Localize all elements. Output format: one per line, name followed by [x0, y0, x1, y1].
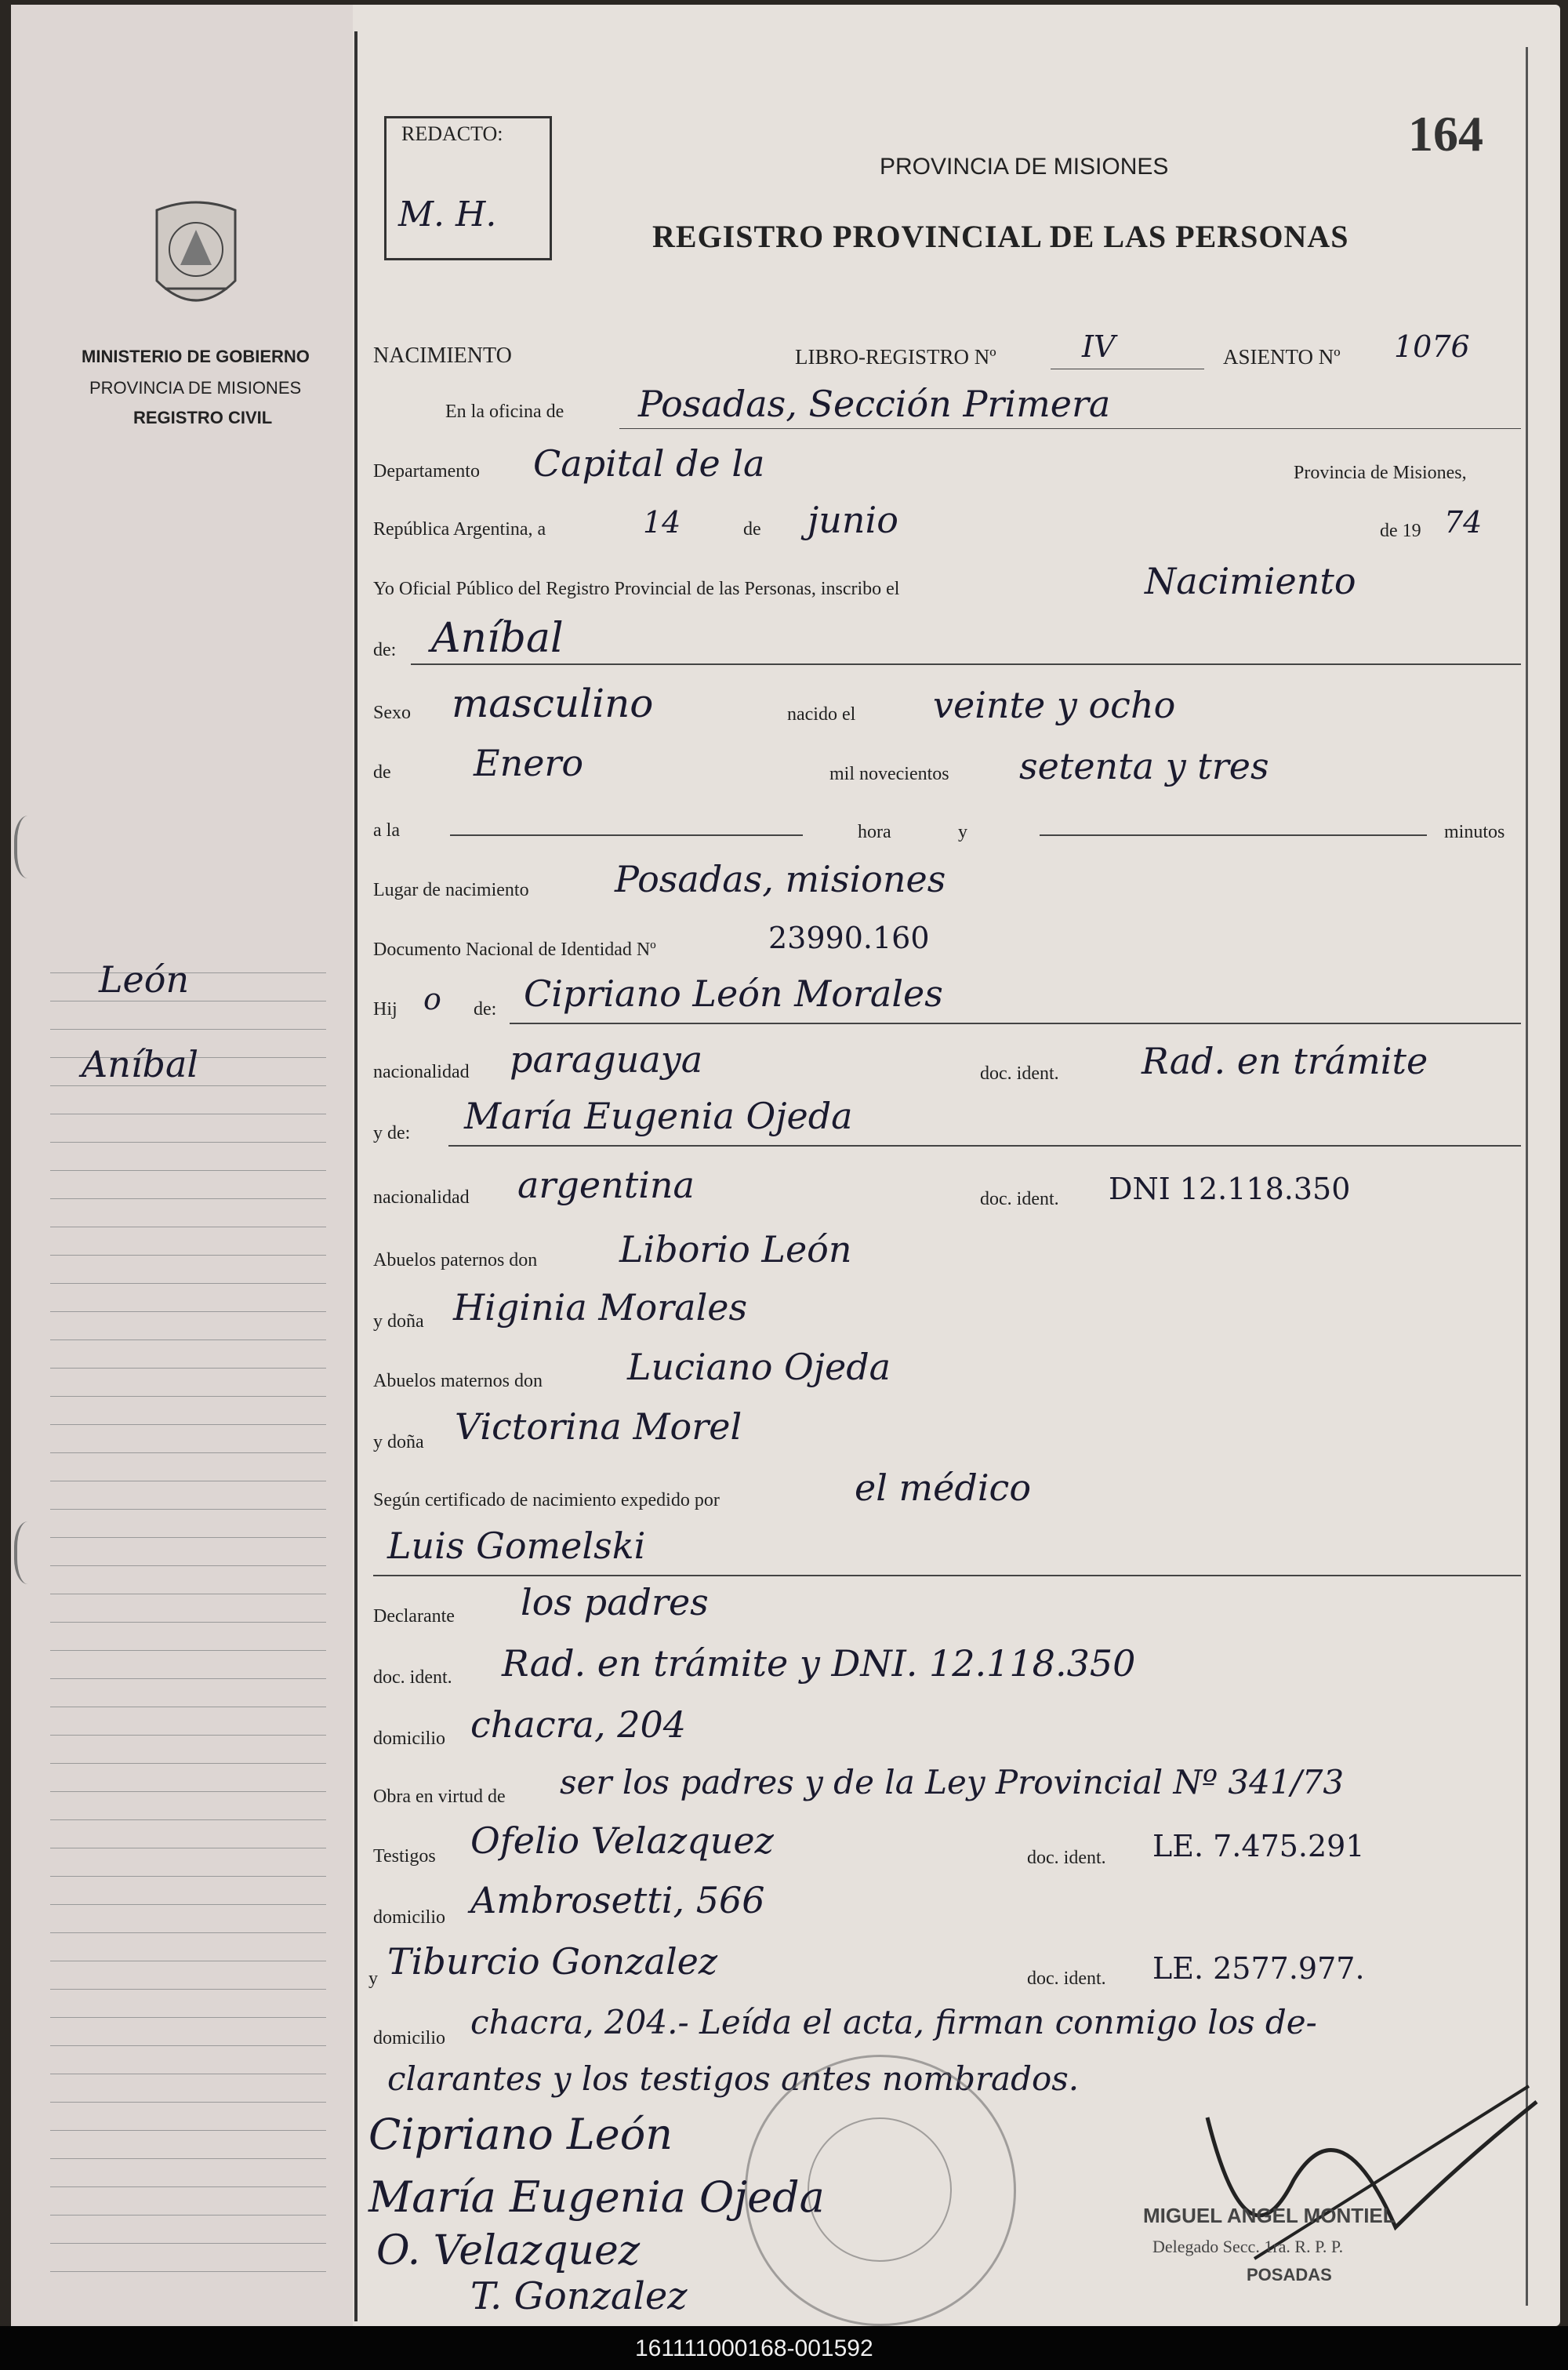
margin-rule-line	[50, 1876, 326, 1877]
margin-rule-line	[50, 2271, 326, 2272]
sidebar-provincia: PROVINCIA DE MISIONES	[89, 378, 302, 398]
margin-rule-line	[50, 1283, 326, 1284]
hijo-label: Hij	[373, 999, 397, 1020]
abp-label: Abuelos paternos don	[373, 1250, 538, 1270]
mil-value: setenta y tres	[1019, 745, 1269, 787]
margin-rule-line	[50, 1170, 326, 1171]
de2-label: de:	[373, 640, 397, 660]
mes-nac-value: Enero	[474, 742, 584, 784]
margin-rule-line	[50, 1509, 326, 1510]
ydona1-label: y doña	[373, 1311, 424, 1332]
republica-label: República Argentina, a	[373, 519, 546, 540]
binding-hole-bottom	[14, 1521, 49, 1584]
official-place: POSADAS	[1247, 2265, 1332, 2285]
official-seal-inner	[808, 2117, 952, 2262]
official-role: Delegado Secc. 1ra. R. P. P.	[1152, 2237, 1344, 2256]
departamento-value: Capital de la	[533, 442, 765, 485]
nac2-label: nacionalidad	[373, 1187, 470, 1208]
margin-rule-line	[50, 1622, 326, 1623]
province-coat-of-arms-icon	[141, 194, 251, 320]
oficina-label: En la oficina de	[445, 402, 564, 422]
anio-value: 74	[1444, 505, 1483, 540]
margin-rule-line	[50, 2017, 326, 2018]
abp-value: Liborio León	[619, 1228, 852, 1270]
docid5-label: doc. ident.	[1027, 1968, 1106, 1989]
docid2-value: DNI 12.118.350	[1109, 1172, 1351, 1206]
docid4-value: LE. 7.475.291	[1152, 1829, 1365, 1863]
sexo-label: Sexo	[373, 703, 411, 723]
dia-value: 14	[643, 505, 681, 540]
oficina-value: Posadas, Sección Primera	[638, 383, 1111, 425]
hijo-de-label: de:	[474, 999, 497, 1020]
minutos-rule	[1040, 834, 1427, 836]
y2-label: y	[368, 1968, 378, 1989]
testigos-label: Testigos	[373, 1846, 436, 1867]
redacto-label: REDACTO:	[401, 122, 503, 145]
margin-rule-line	[50, 1537, 326, 1538]
dom1-label: domicilio	[373, 1728, 445, 1749]
sexo-value: masculino	[452, 681, 654, 726]
redacto-value: M. H.	[398, 194, 497, 234]
padre-value: Cipriano León Morales	[524, 972, 943, 1015]
right-border	[1526, 47, 1528, 2306]
testigo1-value: Ofelio Velazquez	[470, 1819, 774, 1862]
dom1-value: chacra, 204	[470, 1703, 687, 1746]
abm-value: Luciano Ojeda	[627, 1346, 891, 1388]
provincia-label: Provincia de Misiones,	[1294, 463, 1467, 483]
margin-rule-line	[50, 1565, 326, 1566]
margin-rule-line	[50, 1819, 326, 1820]
margin-rule-line	[50, 2243, 326, 2244]
mes-value: junio	[808, 499, 898, 541]
margin-rule-line	[50, 1368, 326, 1369]
nacido-label: nacido el	[787, 704, 856, 725]
margin-rule-line	[50, 1339, 326, 1340]
margin-rule-line	[50, 1085, 326, 1086]
page-number: 164	[1408, 106, 1483, 162]
nombre-rule	[411, 663, 1521, 665]
record-type: NACIMIENTO	[373, 344, 512, 368]
margin-rule-line	[50, 1735, 326, 1736]
margin-rule-line	[50, 2215, 326, 2216]
declarante-label: Declarante	[373, 1606, 455, 1627]
hora-label: hora	[858, 822, 891, 842]
dom2-label: domicilio	[373, 1907, 445, 1928]
official-signature-scribble-icon	[1160, 2070, 1552, 2290]
segun-value: el médico	[855, 1467, 1032, 1509]
obra-value: ser los padres y de la Ley Provincial Nº 341/73	[560, 1763, 1345, 1801]
sidebar-registro-civil: REGISTRO CIVIL	[133, 408, 273, 427]
margin-divider	[354, 31, 358, 2321]
padre-rule	[510, 1023, 1521, 1024]
anio-label: de 19	[1380, 521, 1421, 541]
footer-id: 161111000168-001592	[635, 2335, 873, 2361]
margin-rule-line	[50, 1904, 326, 1905]
nac1-label: nacionalidad	[373, 1062, 470, 1082]
lugar-label: Lugar de nacimiento	[373, 880, 529, 900]
margin-rule-line	[50, 1311, 326, 1312]
margin-rule-line	[50, 1678, 326, 1679]
docid2-label: doc. ident.	[980, 1189, 1059, 1209]
sidebar-surname: León	[99, 958, 190, 1001]
margin-rule-line	[50, 2102, 326, 2103]
ydona1-value: Higinia Morales	[453, 1286, 748, 1329]
margin-rule-line	[50, 1932, 326, 1933]
hora-rule	[450, 834, 803, 836]
docid1-value: Rad. en trámite	[1142, 1040, 1428, 1082]
hijo-suffix: o	[423, 982, 441, 1016]
obra-label: Obra en virtud de	[373, 1787, 506, 1807]
margin-rule-line	[50, 1142, 326, 1143]
asiento-value: 1076	[1394, 329, 1470, 364]
de3-label: de	[373, 762, 391, 783]
margin-rule-line	[50, 2130, 326, 2131]
docid3-value: Rad. en trámite y DNI. 12.118.350	[502, 1642, 1136, 1685]
declarante-value: los padres	[521, 1581, 709, 1623]
margin-rule-line	[50, 1650, 326, 1651]
margin-rule-line	[50, 1989, 326, 1990]
oficina-rule	[619, 428, 1521, 429]
oficial-value: Nacimiento	[1145, 560, 1356, 602]
dom2-value: Ambrosetti, 566	[470, 1879, 765, 1921]
margin-rule-line	[50, 2158, 326, 2159]
ydona2-value: Victorina Morel	[455, 1405, 742, 1448]
mil-label: mil novecientos	[829, 764, 949, 784]
margin-rule-line	[50, 1396, 326, 1397]
nombre-value: Aníbal	[431, 615, 564, 662]
margin-rule-line	[50, 1452, 326, 1453]
nac1-value: paraguaya	[510, 1038, 703, 1081]
binding-hole-top	[14, 816, 49, 878]
ala-label: a la	[373, 820, 400, 841]
testigo2-value: Tiburcio Gonzalez	[387, 1940, 718, 1983]
signature-mother: María Eugenia Ojeda	[368, 2172, 825, 2222]
de-label: de	[743, 519, 761, 540]
segun-label: Según certificado de nacimiento expedido por	[373, 1490, 720, 1510]
docid4-label: doc. ident.	[1027, 1848, 1106, 1868]
yde-label: y de:	[373, 1123, 411, 1143]
minutos-label: minutos	[1444, 822, 1505, 842]
header-title: REGISTRO PROVINCIAL DE LAS PERSONAS	[652, 219, 1349, 254]
libro-value: IV	[1082, 329, 1116, 364]
margin-rule-line	[50, 1029, 326, 1030]
margin-rule-line	[50, 2186, 326, 2187]
margin-rule-line	[50, 1255, 326, 1256]
margin-rule-line	[50, 2045, 326, 2046]
header-province: PROVINCIA DE MISIONES	[880, 154, 1169, 180]
dni-value: 23990.160	[768, 921, 930, 955]
signature-father: Cipriano León	[368, 2110, 673, 2159]
oficial-label: Yo Oficial Público del Registro Provincial de las Personas, inscribo el	[373, 579, 900, 599]
margin-rule-line	[50, 1791, 326, 1792]
official-name: MIGUEL ANGEL MONTIEL	[1143, 2204, 1396, 2227]
docid5-value: LE. 2577.977.	[1152, 1951, 1365, 1986]
margin-rule-line	[50, 1763, 326, 1764]
madre-value: María Eugenia Ojeda	[464, 1095, 853, 1137]
medico-value: Luis Gomelski	[387, 1525, 646, 1567]
departamento-label: Departamento	[373, 461, 480, 482]
nacido-value: veinte y ocho	[933, 684, 1176, 726]
margin-rule-line	[50, 1424, 326, 1425]
abm-label: Abuelos maternos don	[373, 1371, 543, 1391]
libro-label: LIBRO-REGISTRO Nº	[795, 345, 996, 369]
ydona2-label: y doña	[373, 1432, 424, 1452]
medico-rule	[373, 1575, 1521, 1576]
docid3-label: doc. ident.	[373, 1667, 452, 1688]
sidebar-ministerio: MINISTERIO DE GOBIERNO	[82, 347, 310, 366]
dom3-label: domicilio	[373, 2028, 445, 2048]
nac2-value: argentina	[517, 1164, 695, 1206]
asiento-label: ASIENTO Nº	[1223, 345, 1341, 369]
signature-witness-1: O. Velazquez	[376, 2227, 641, 2274]
dni-label: Documento Nacional de Identidad Nº	[373, 940, 656, 960]
margin-rule-line	[50, 1198, 326, 1199]
dom3-value: chacra, 204.- Leída el acta, firman conmigo los de-	[470, 2003, 1317, 2041]
sidebar-given-name: Aníbal	[82, 1043, 199, 1085]
signature-witness-2: T. Gonzalez	[470, 2274, 688, 2318]
cierre-value: clarantes y los testigos antes nombrados.	[387, 2059, 1080, 2098]
y-label: y	[958, 822, 967, 842]
madre-rule	[448, 1145, 1521, 1147]
docid1-label: doc. ident.	[980, 1063, 1059, 1084]
lugar-value: Posadas, misiones	[615, 858, 946, 900]
